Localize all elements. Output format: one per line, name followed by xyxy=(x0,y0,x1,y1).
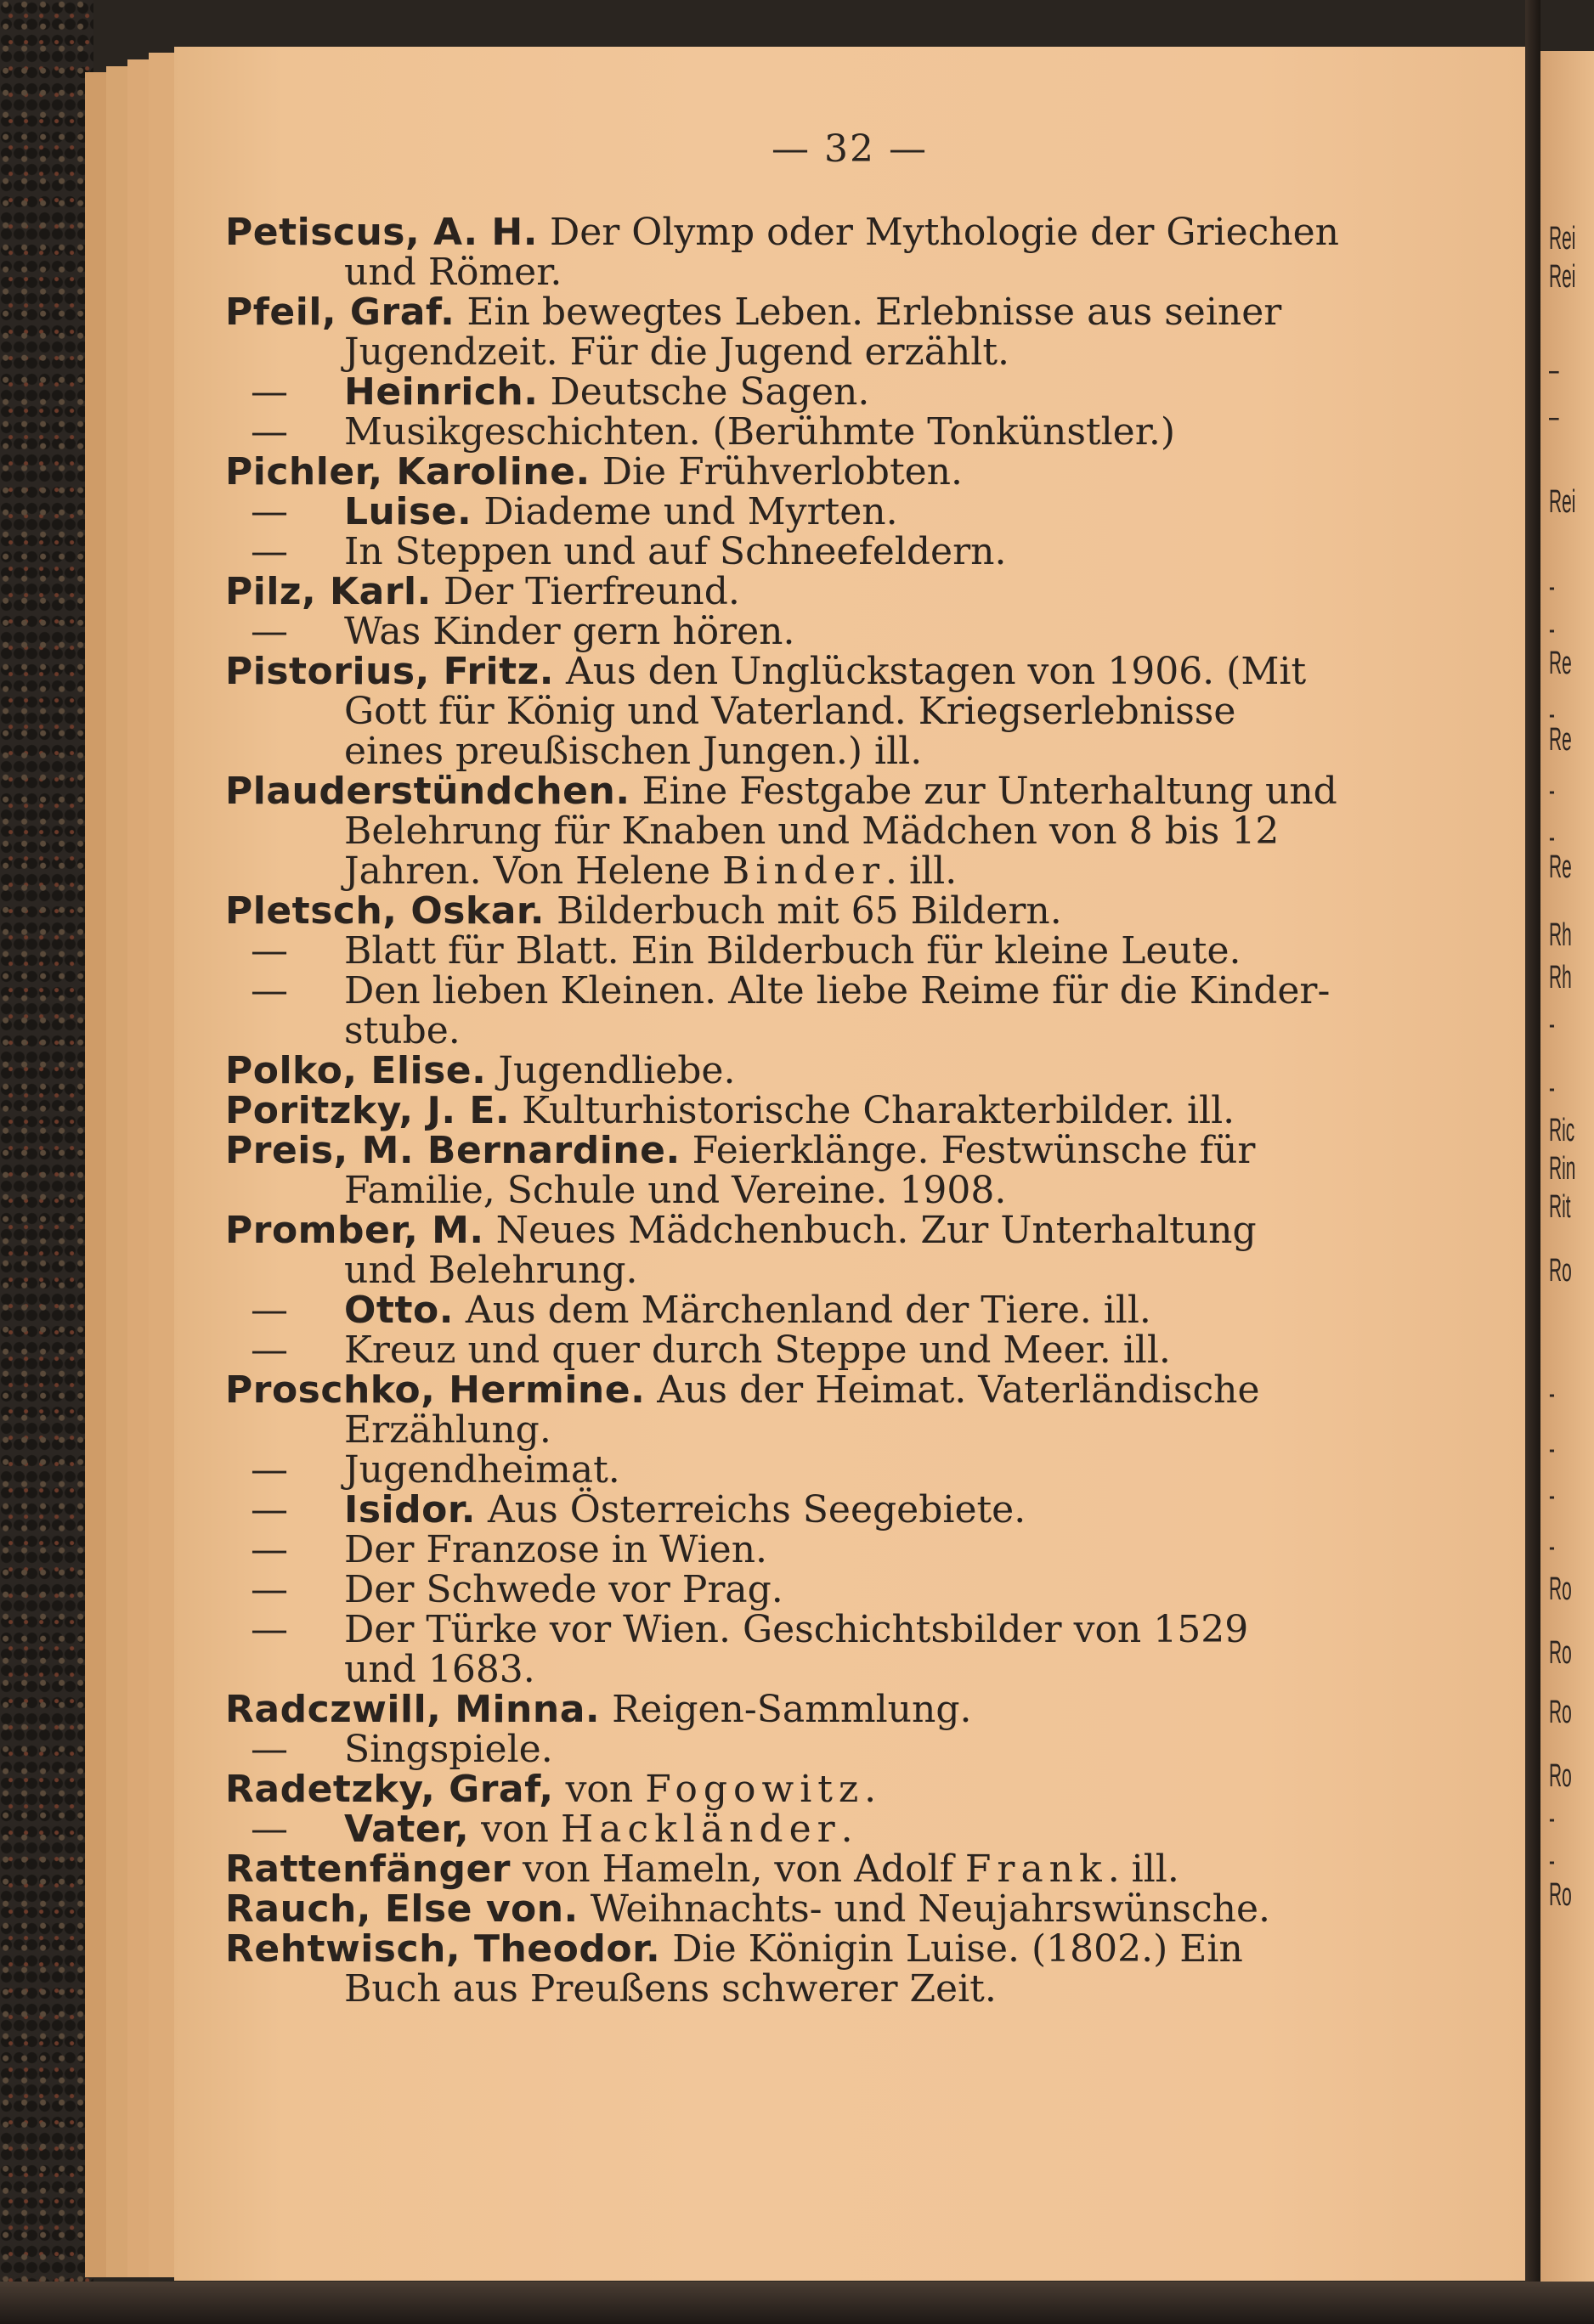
catalog-entry xyxy=(225,452,1508,492)
entry-line xyxy=(225,332,1508,372)
catalog-entry xyxy=(225,1210,1508,1290)
facing-page-fragment: - xyxy=(1549,1376,1555,1412)
entry-text: Buch aus Preußens schwerer Zeit. xyxy=(344,1967,997,2011)
entry-tail: . xyxy=(864,1768,877,1811)
entry-author: Luise. xyxy=(344,490,472,533)
facing-page-fragment: - xyxy=(1549,1070,1555,1106)
catalog-entry xyxy=(225,1091,1508,1131)
catalog-entry xyxy=(225,1689,1508,1729)
entry-text: Gott für König und Vaterland. Kriegserlebnisse xyxy=(344,690,1236,733)
entry-spaced-name: Hackländer xyxy=(560,1808,841,1851)
facing-page-fragment: - xyxy=(1549,1529,1555,1565)
catalog-entry xyxy=(225,572,1508,612)
entry-text: Aus Österreichs Seegebiete. xyxy=(488,1488,1026,1531)
entry-line xyxy=(225,492,1508,532)
entry-text: Aus der Heimat. Vaterländische xyxy=(657,1368,1260,1412)
ditto-dash: — xyxy=(251,610,288,653)
facing-page-fragment: - xyxy=(1549,773,1555,809)
entry-text: Bilderbuch mit 65 Bildern. xyxy=(557,889,1062,933)
catalog-entry xyxy=(225,292,1508,372)
facing-page-fragment: Ro xyxy=(1549,1571,1572,1607)
entry-line xyxy=(225,652,1508,691)
facing-page-fragment: - xyxy=(1549,1801,1555,1836)
catalog-entry xyxy=(225,1450,1508,1490)
entry-text: Aus dem Märchenland der Tiere. ill. xyxy=(465,1289,1151,1332)
entry-line xyxy=(225,1849,1508,1889)
entry-text: Den lieben Kleinen. Alte liebe Reime für die Kinder- xyxy=(344,969,1331,1013)
entry-author: Rauch, Else von. xyxy=(225,1887,579,1931)
facing-page-fragment: Re xyxy=(1549,646,1572,681)
book-gutter xyxy=(1525,0,1540,2324)
entry-tail: . xyxy=(840,1808,853,1851)
ditto-dash: — xyxy=(251,490,288,533)
entry-line xyxy=(225,1530,1508,1570)
page-number: — 32 — xyxy=(772,127,928,171)
catalog-entry xyxy=(225,1729,1508,1769)
entry-author: Isidor. xyxy=(344,1488,477,1531)
catalog-entry xyxy=(225,532,1508,572)
facing-page-fragment: Ro xyxy=(1549,1253,1572,1289)
entry-author: Radczwill, Minna. xyxy=(225,1688,601,1731)
entry-line xyxy=(225,971,1508,1011)
catalog-entry xyxy=(225,971,1508,1051)
catalog-entry xyxy=(225,1889,1508,1929)
entry-text: Der Olymp oder Mythologie der Griechen xyxy=(549,211,1340,254)
entry-text: Jugendzeit. Für die Jugend erzählt. xyxy=(344,330,1010,374)
entry-text: eines preußischen Jungen.) ill. xyxy=(344,730,923,773)
entry-tail: . ill. xyxy=(1107,1847,1179,1891)
facing-page-fragment: - xyxy=(1549,1478,1555,1514)
entry-author: Pistorius, Fritz. xyxy=(225,650,554,693)
entry-line xyxy=(225,891,1508,931)
facing-page-fragment: - xyxy=(1549,1007,1555,1042)
entry-author: Rattenfänger xyxy=(225,1847,511,1891)
entry-text: Musikgeschichten. (Berühmte Tonkünstler.) xyxy=(344,410,1176,454)
ditto-dash: — xyxy=(251,1808,288,1851)
facing-page-fragment: Rh xyxy=(1549,960,1572,996)
facing-page-fragment: – xyxy=(1549,353,1559,388)
catalog-entry xyxy=(225,1929,1508,2009)
entry-text: und 1683. xyxy=(344,1648,535,1691)
catalog-entry xyxy=(225,1051,1508,1091)
entry-spaced-name: Binder xyxy=(722,849,886,893)
entry-text: In Steppen und auf Schneefeldern. xyxy=(344,530,1007,573)
facing-page-fragment: Ro xyxy=(1549,1635,1572,1671)
catalog-entry xyxy=(225,1290,1508,1330)
entry-line xyxy=(225,1170,1508,1210)
entry-line xyxy=(225,1450,1508,1490)
catalog-entry xyxy=(225,1490,1508,1530)
facing-page-fragment: Rit xyxy=(1549,1189,1571,1225)
ditto-dash: — xyxy=(251,1608,288,1651)
entry-text: Aus den Unglückstagen von 1906. (Mit xyxy=(566,650,1307,693)
catalog-entries xyxy=(225,212,1508,2009)
entry-line xyxy=(225,1650,1508,1689)
entry-line xyxy=(225,1131,1508,1170)
catalog-entry xyxy=(225,1370,1508,1450)
entry-text: Die Königin Luise. (1802.) Ein xyxy=(672,1927,1243,1971)
catalog-entry xyxy=(225,1131,1508,1210)
ditto-dash: — xyxy=(251,1289,288,1332)
entry-line xyxy=(225,1809,1508,1849)
catalog-entry xyxy=(225,1769,1508,1809)
entry-text: Kreuz und quer durch Steppe und Meer. ill. xyxy=(344,1328,1171,1372)
entry-line xyxy=(225,1051,1508,1091)
entry-text: von Hameln, von Adolf xyxy=(523,1847,953,1891)
facing-page-fragment: Rei xyxy=(1549,484,1576,520)
entry-line xyxy=(225,292,1508,332)
entry-text: Erzählung. xyxy=(344,1408,551,1452)
facing-page-fragment: Rei xyxy=(1549,221,1576,257)
entry-author: Heinrich. xyxy=(344,370,539,414)
entry-author: Promber, M. xyxy=(225,1209,484,1252)
ditto-dash: — xyxy=(251,370,288,414)
entry-text: Singspiele. xyxy=(344,1728,553,1771)
book-bottom-edge xyxy=(0,2282,1594,2324)
entry-text: Was Kinder gern hören. xyxy=(344,610,795,653)
ditto-dash: — xyxy=(251,1328,288,1372)
ditto-dash: — xyxy=(251,1488,288,1531)
catalog-entry xyxy=(225,1530,1508,1570)
entry-text: Blatt für Blatt. Ein Bilderbuch für kleine Leute. xyxy=(344,929,1241,973)
entry-author: Poritzky, J. E. xyxy=(225,1089,511,1132)
facing-page-fragment: - xyxy=(1549,1431,1555,1467)
ditto-dash: — xyxy=(251,1528,288,1571)
catalog-entry xyxy=(225,1849,1508,1889)
facing-page-fragment: - xyxy=(1549,569,1555,605)
entry-line xyxy=(225,1290,1508,1330)
entry-text: Eine Festgabe zur Unterhaltung und xyxy=(642,770,1337,813)
entry-line xyxy=(225,252,1508,292)
entry-author: Rehtwisch, Theodor. xyxy=(225,1927,661,1971)
entry-line xyxy=(225,1689,1508,1729)
entry-line xyxy=(225,532,1508,572)
entry-author: Pfeil, Graf. xyxy=(225,290,455,334)
ditto-dash: — xyxy=(251,410,288,454)
ditto-dash: — xyxy=(251,969,288,1013)
catalog-entry xyxy=(225,212,1508,292)
entry-text: Der Schwede vor Prag. xyxy=(344,1568,783,1611)
entry-line xyxy=(225,851,1508,891)
catalog-entry xyxy=(225,1330,1508,1370)
entry-author: Plauderstündchen. xyxy=(225,770,630,813)
entry-text: Jahren. Von Helene xyxy=(344,849,711,893)
facing-page-fragment: Rin xyxy=(1549,1151,1576,1187)
entry-line xyxy=(225,1091,1508,1131)
entry-author: Polko, Elise. xyxy=(225,1049,487,1092)
entry-line xyxy=(225,1210,1508,1250)
facing-page-fragment: Ro xyxy=(1549,1758,1572,1794)
entry-text: Kulturhistorische Charakterbilder. ill. xyxy=(522,1089,1235,1132)
entry-line xyxy=(225,612,1508,652)
entry-text: stube. xyxy=(344,1009,461,1052)
entry-line xyxy=(225,452,1508,492)
entry-tail: . ill. xyxy=(885,849,958,893)
ditto-dash: — xyxy=(251,1728,288,1771)
catalog-entry xyxy=(225,931,1508,971)
entry-spaced-name: Fogowitz xyxy=(645,1768,865,1811)
entry-text: Die Frühverlobten. xyxy=(602,450,964,494)
catalog-entry xyxy=(225,652,1508,771)
facing-page-fragment: - xyxy=(1549,612,1555,647)
entry-text: Deutsche Sagen. xyxy=(550,370,870,414)
entry-line xyxy=(225,1370,1508,1410)
entry-line xyxy=(225,1330,1508,1370)
entry-line xyxy=(225,1969,1508,2009)
facing-page-fragment: - xyxy=(1549,697,1555,732)
catalog-entry xyxy=(225,612,1508,652)
facing-page-fragment: Re xyxy=(1549,722,1572,758)
entry-text: Jugendheimat. xyxy=(344,1448,620,1492)
catalog-entry xyxy=(225,412,1508,452)
facing-page-fragment: Re xyxy=(1549,849,1572,885)
entry-line xyxy=(225,771,1508,811)
entry-author: Petiscus, A. H. xyxy=(225,211,538,254)
entry-author: Pletsch, Oskar. xyxy=(225,889,545,933)
catalog-entry xyxy=(225,1809,1508,1849)
entry-text: Der Türke vor Wien. Geschichtsbilder von 1529 xyxy=(344,1608,1249,1651)
entry-spaced-name: Frank xyxy=(964,1847,1108,1891)
catalog-entry xyxy=(225,1570,1508,1610)
ditto-dash: — xyxy=(251,929,288,973)
entry-line xyxy=(225,1610,1508,1650)
catalog-entry xyxy=(225,891,1508,931)
entry-text: Der Tierfreund. xyxy=(443,570,740,613)
entry-line xyxy=(225,372,1508,412)
entry-text: und Belehrung. xyxy=(344,1249,638,1292)
facing-page-fragment: Ro xyxy=(1549,1695,1572,1730)
entry-text: Jugendliebe. xyxy=(498,1049,736,1092)
entry-line xyxy=(225,412,1508,452)
catalog-entry xyxy=(225,771,1508,891)
facing-page-fragment: Ro xyxy=(1549,1877,1572,1913)
entry-author: Proschko, Hermine. xyxy=(225,1368,646,1412)
entry-line xyxy=(225,731,1508,771)
entry-author: Vater, xyxy=(344,1808,470,1851)
entry-line xyxy=(225,1490,1508,1530)
entry-text: Der Franzose in Wien. xyxy=(344,1528,768,1571)
entry-line xyxy=(225,1410,1508,1450)
entry-line xyxy=(225,1250,1508,1290)
entry-line xyxy=(225,691,1508,731)
entry-text: Feierklänge. Festwünsche für xyxy=(692,1129,1256,1172)
entry-line xyxy=(225,1570,1508,1610)
entry-text: Diademe und Myrten. xyxy=(483,490,898,533)
entry-line xyxy=(225,931,1508,971)
facing-page-fragment: Rei xyxy=(1549,259,1576,295)
facing-page-fragment: - xyxy=(1549,1843,1555,1879)
entry-text: von xyxy=(565,1768,634,1811)
entry-text: von xyxy=(481,1808,549,1851)
entry-text: Weihnachts- und Neujahrswünsche. xyxy=(590,1887,1270,1931)
entry-author: Pichler, Karoline. xyxy=(225,450,591,494)
entry-author: Radetzky, Graf, xyxy=(225,1768,554,1811)
entry-author: Pilz, Karl. xyxy=(225,570,432,613)
entry-text: Belehrung für Knaben und Mädchen von 8 bis 12 xyxy=(344,809,1280,853)
entry-text: Neues Mädchenbuch. Zur Unterhaltung xyxy=(495,1209,1257,1252)
entry-line xyxy=(225,212,1508,252)
catalog-entry xyxy=(225,492,1508,532)
entry-text: Ein bewegtes Leben. Erlebnisse aus seiner xyxy=(466,290,1282,334)
catalog-entry xyxy=(225,1610,1508,1689)
entry-line xyxy=(225,1769,1508,1809)
entry-author: Preis, M. Bernardine. xyxy=(225,1129,681,1172)
facing-page-fragment: Rh xyxy=(1549,917,1572,953)
entry-line xyxy=(225,811,1508,851)
entry-text: Reigen-Sammlung. xyxy=(612,1688,972,1731)
ditto-dash: — xyxy=(251,1568,288,1611)
entry-text: Familie, Schule und Vereine. 1908. xyxy=(344,1169,1007,1212)
entry-text: und Römer. xyxy=(344,251,562,294)
book-cover-left xyxy=(0,0,93,2324)
entry-line xyxy=(225,1889,1508,1929)
entry-line xyxy=(225,1929,1508,1969)
entry-line xyxy=(225,1011,1508,1051)
facing-page-fragment: Ric xyxy=(1549,1113,1575,1148)
entry-author: Otto. xyxy=(344,1289,454,1332)
facing-page xyxy=(1540,51,1594,2293)
facing-page-fragment: - xyxy=(1549,820,1555,855)
catalog-entry xyxy=(225,372,1508,412)
entry-line xyxy=(225,572,1508,612)
facing-page-fragment: – xyxy=(1549,399,1559,435)
entry-line xyxy=(225,1729,1508,1769)
ditto-dash: — xyxy=(251,530,288,573)
ditto-dash: — xyxy=(251,1448,288,1492)
